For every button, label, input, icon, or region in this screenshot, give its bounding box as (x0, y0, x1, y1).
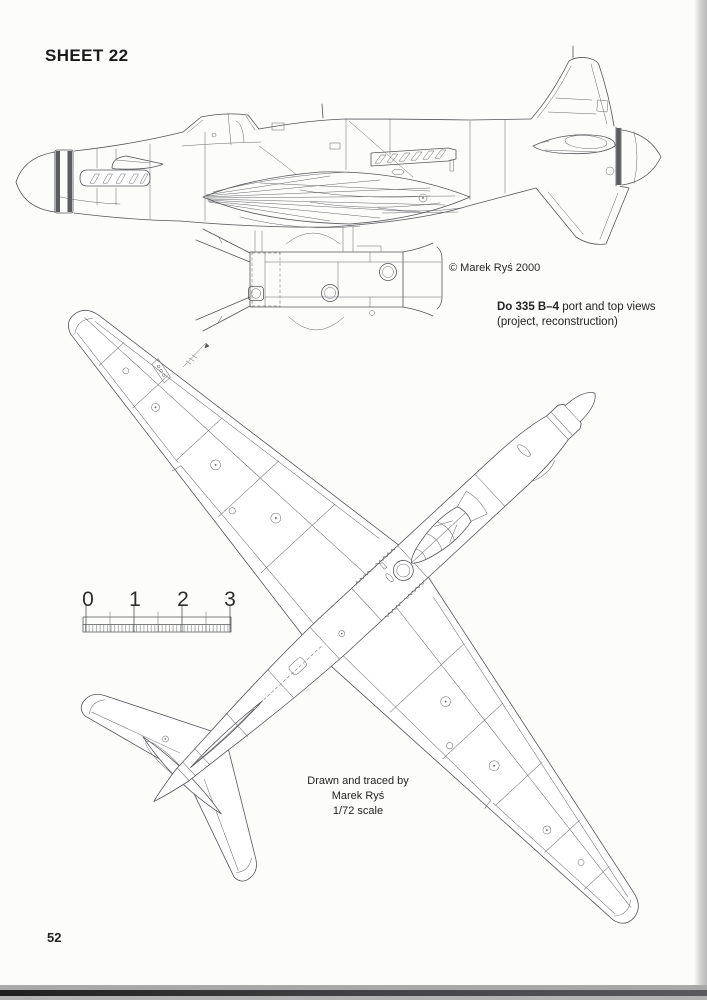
drawing-caption (497, 300, 697, 329)
sheet-label: SHEET 22 (45, 46, 129, 65)
scan-edge-shadow (694, 0, 707, 1000)
ruler-label-3: 3 (224, 588, 236, 611)
scan-bottom-strip-light (0, 996, 707, 1000)
credit-author: Marek Ryś (331, 790, 385, 802)
ruler-label-2: 2 (177, 588, 189, 611)
side-view-drawing (16, 46, 661, 244)
copyright-note: © Marek Ryś 2000 (449, 262, 541, 274)
credit-block (283, 774, 433, 819)
credit-prefix: Drawn and traced by (307, 775, 409, 787)
caption-aircraft: Do 335 B–4 (497, 301, 560, 313)
caption-title (497, 300, 697, 315)
leader-arrow (183, 343, 210, 367)
scale-ruler (83, 605, 231, 632)
caption-title-rest: port and top views (559, 301, 656, 313)
ruler-label-0: 0 (82, 588, 94, 611)
caption-subtitle: (project, reconstruction) (497, 315, 618, 328)
page-number: 52 (47, 930, 62, 945)
detail-view-drawing (196, 227, 442, 331)
top-view-drawing (0, 91, 707, 1000)
ruler-label-1: 1 (129, 588, 141, 611)
credit-scale: 1/72 scale (332, 805, 384, 817)
